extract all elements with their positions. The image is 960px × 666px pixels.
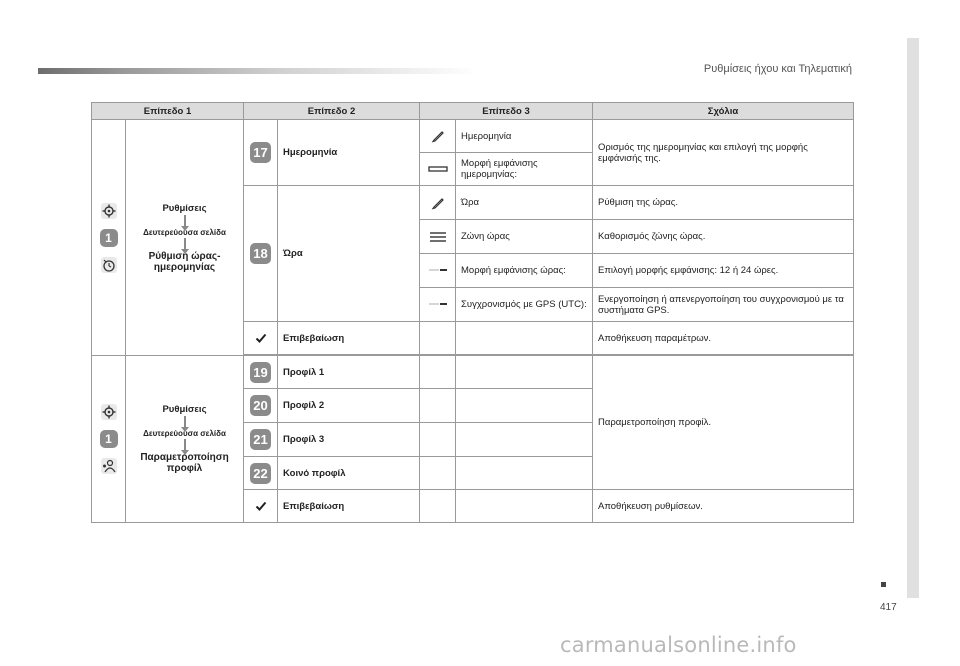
header-comments: Σχόλια xyxy=(593,103,854,120)
empty-cell xyxy=(456,423,593,457)
empty-cell xyxy=(456,322,593,355)
step-badge: 17 xyxy=(250,142,271,163)
confirm-label: Επιβεβαίωση xyxy=(278,322,420,355)
profile-icon xyxy=(101,458,117,474)
header-level2: Επίπεδο 2 xyxy=(244,103,420,120)
level1-target: Παραμετροποίηση προφίλ xyxy=(140,452,229,474)
profile-label: Προφίλ 1 xyxy=(278,356,420,389)
time-badge-cell xyxy=(244,186,278,322)
step-badge: 18 xyxy=(250,243,271,264)
header-gradient-bar xyxy=(38,68,478,74)
level1-title: Ρυθμίσεις xyxy=(162,202,207,214)
confirm-comment: Αποθήκευση ρυθμίσεων. xyxy=(593,490,854,523)
list-icon xyxy=(420,220,456,254)
edit-icon xyxy=(420,186,456,220)
empty-cell xyxy=(420,457,456,490)
step-badge: 21 xyxy=(250,429,271,450)
empty-cell xyxy=(456,457,593,490)
step-badge: 19 xyxy=(250,362,271,383)
empty-cell xyxy=(420,490,456,523)
section2-icons xyxy=(92,356,126,523)
empty-cell xyxy=(456,356,593,389)
date-badge-cell xyxy=(244,120,278,186)
profile-badge-cell xyxy=(244,356,278,389)
empty-cell xyxy=(420,356,456,389)
header-level3: Επίπεδο 3 xyxy=(420,103,593,120)
date-option: Ημερομηνία xyxy=(456,120,593,153)
clock-icon xyxy=(101,257,117,273)
profile-badge-cell xyxy=(244,389,278,423)
edit-icon xyxy=(420,120,456,153)
time-format-option: Μορφή εμφάνισης ώρας: xyxy=(456,254,593,288)
section2-level1 xyxy=(126,356,244,523)
empty-cell xyxy=(420,423,456,457)
profile-badge-cell xyxy=(244,423,278,457)
level1-title: Ρυθμίσεις xyxy=(162,404,207,415)
gps-sync-comment: Ενεργοποίηση ή απενεργοποίηση του συγχρονισμού με τα συστήματα GPS. xyxy=(593,288,854,322)
table-header-row xyxy=(92,103,854,120)
arrow-down-icon xyxy=(184,238,186,250)
table-row xyxy=(92,356,854,389)
arrow-down-icon xyxy=(184,439,186,451)
confirm-label: Επιβεβαίωση xyxy=(278,490,420,523)
profile-label: Κοινό προφίλ xyxy=(278,457,420,490)
gps-sync-option: Συγχρονισμός με GPS (UTC): xyxy=(456,288,593,322)
checkmark-icon xyxy=(244,490,278,523)
settings-gear-icon xyxy=(101,404,117,420)
level1-target: Ρύθμιση ώρας-ημερομηνίας xyxy=(148,250,221,273)
toggle-icon xyxy=(420,254,456,288)
date-format-option: Μορφή εμφάνισης ημερομηνίας: xyxy=(456,153,593,186)
confirm-comment: Αποθήκευση παραμέτρων. xyxy=(593,322,854,355)
time-option: Ώρα xyxy=(456,186,593,220)
profile-badge-cell xyxy=(244,457,278,490)
timezone-comment: Καθορισμός ζώνης ώρας. xyxy=(593,220,854,254)
section1-level1 xyxy=(126,120,244,356)
step-badge: 1 xyxy=(100,430,118,448)
profile-label: Προφίλ 2 xyxy=(278,389,420,423)
checkmark-icon xyxy=(244,322,278,355)
arrow-down-icon xyxy=(184,416,186,428)
date-comment: Ορισμός της ημερομηνίας και επιλογή της μορφής εμφάνισής της. xyxy=(593,120,854,186)
level1-subpage: Δευτερεύουσα σελίδα xyxy=(143,429,226,438)
time-comment: Ρύθμιση της ώρας. xyxy=(593,186,854,220)
settings-table xyxy=(91,102,854,523)
level1-subpage: Δευτερεύουσα σελίδα xyxy=(143,227,226,237)
toggle-icon xyxy=(420,288,456,322)
time-label: Ώρα xyxy=(278,186,420,322)
step-badge: 22 xyxy=(250,463,271,484)
empty-cell xyxy=(456,490,593,523)
format-bar-icon xyxy=(420,153,456,186)
time-format-comment: Επιλογή μορφής εμφάνισης: 12 ή 24 ώρες. xyxy=(593,254,854,288)
right-margin-bar xyxy=(907,38,919,598)
watermark: carmanualsonline.info xyxy=(560,633,797,657)
step-badge: 1 xyxy=(100,229,118,247)
table-row xyxy=(92,120,854,153)
timezone-option: Ζώνη ώρας xyxy=(456,220,593,254)
page-header-title: Ρυθμίσεις ήχου και Τηλεματική xyxy=(703,63,852,75)
profile-label: Προφίλ 3 xyxy=(278,423,420,457)
arrow-down-icon xyxy=(184,215,186,227)
empty-cell xyxy=(420,389,456,423)
date-label: Ημερομηνία xyxy=(278,120,420,186)
page-marker xyxy=(881,582,886,587)
section1-icons xyxy=(92,120,126,356)
profiles-comment: Παραμετροποίηση προφίλ. xyxy=(593,356,854,490)
settings-gear-icon xyxy=(101,203,117,219)
header-level1: Επίπεδο 1 xyxy=(92,103,244,120)
page-number: 417 xyxy=(880,602,897,613)
step-badge: 20 xyxy=(250,395,271,416)
empty-cell xyxy=(456,389,593,423)
empty-cell xyxy=(420,322,456,355)
